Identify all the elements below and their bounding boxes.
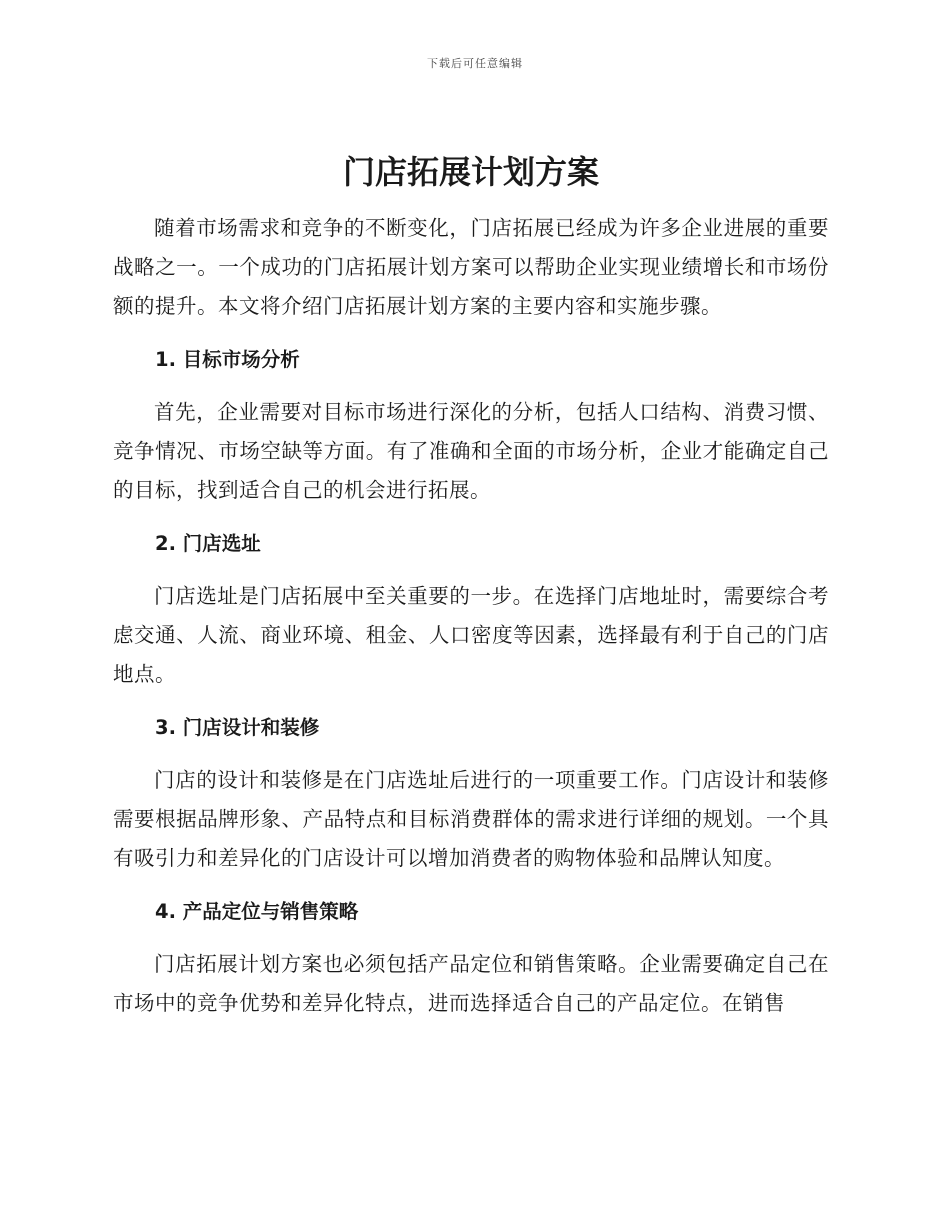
document-title: 门店拓展计划方案 <box>342 153 599 191</box>
section-heading: 4. 产品定位与销售策略 <box>155 899 359 923</box>
section-paragraph: 门店选址是门店拓展中至关重要的一步。在选择门店地址时，需要综合考虑交通、人流、商业环境、租金、人口密度等因素，选择最有利于自己的门店地点。 <box>113 583 829 686</box>
document-body <box>113 150 829 1023</box>
section-paragraph: 门店拓展计划方案也必须包括产品定位和销售策略。企业需要确定自己在市场中的竞争优势和差异化特点，进而选择适合自己的产品定位。在销售 <box>113 951 829 1015</box>
section-heading: 2. 门店选址 <box>155 531 261 555</box>
section-heading: 1. 目标市场分析 <box>155 347 300 371</box>
section-product-positioning <box>113 896 829 1023</box>
section-paragraph: 首先，企业需要对目标市场进行深化的分析，包括人口结构、消费习惯、竞争情况、市场空缺等方面。有了准确和全面的市场分析，企业才能确定自己的目标，找到适合自己的机会进行拓展。 <box>113 399 829 502</box>
section-store-design <box>113 712 829 878</box>
section-target-market <box>113 344 829 510</box>
section-store-location <box>113 528 829 694</box>
section-paragraph: 门店的设计和装修是在门店选址后进行的一项重要工作。门店设计和装修需要根据品牌形象、产品特点和目标消费群体的需求进行详细的规划。一个具有吸引力和差异化的门店设计可以增加消费者的购物体验和品牌认知度。 <box>113 767 829 870</box>
section-heading: 3. 门店设计和装修 <box>155 715 320 739</box>
intro-paragraph: 随着市场需求和竞争的不断变化，门店拓展已经成为许多企业进展的重要战略之一。一个成功的门店拓展计划方案可以帮助企业实现业绩增长和市场份额的提升。本文将介绍门店拓展计划方案的主要内容和实施步骤。 <box>113 215 829 318</box>
header-note: 下载后可任意编辑 <box>427 57 523 70</box>
